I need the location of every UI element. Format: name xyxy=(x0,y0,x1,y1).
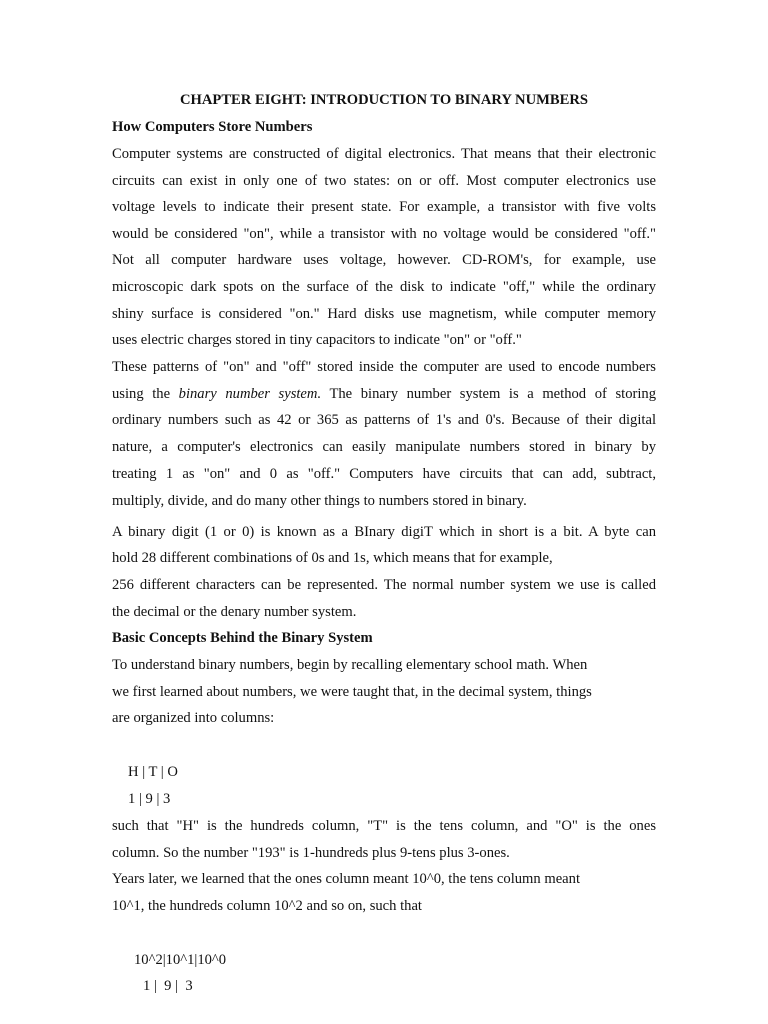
section-heading-basic-concepts: Basic Concepts Behind the Binary System xyxy=(112,630,373,646)
table-row: 10^2|10^1|10^0 xyxy=(134,952,227,968)
text-line: ordinary numbers such as 42 or 365 as patterns of 1's and 0's. Because of their digital xyxy=(112,412,656,428)
text-line: Computer systems are constructed of digital electronics. That means that their electronic xyxy=(112,146,656,162)
text-line: 10^1, the hundreds column 10^2 and so on, such that xyxy=(112,898,422,914)
text-line: treating 1 as "on" and 0 as "off." Computers have circuits that can add, subtract, xyxy=(112,466,656,482)
text-line: A binary digit (1 or 0) is known as a BInary digiT which in short is a bit. A byte can xyxy=(112,524,656,540)
text-line: would be considered "on", while a transistor with no voltage would be considered "off." xyxy=(112,226,656,242)
text-line: the decimal or the denary number system. xyxy=(112,604,357,620)
section-heading-how-computers-store-numbers: How Computers Store Numbers xyxy=(112,119,313,135)
text-line: multiply, divide, and do many other things to numbers stored in binary. xyxy=(112,493,527,509)
chapter-title: CHAPTER EIGHT: INTRODUCTION TO BINARY NUMBERS xyxy=(179,92,589,108)
table-row: 1 | 9 | 3 xyxy=(128,791,171,807)
text-line: such that "H" is the hundreds column, "T" is the tens column, and "O" is the ones xyxy=(112,818,656,834)
text-line: These patterns of "on" and "off" stored inside the computer are used to encode numbers xyxy=(112,359,656,375)
text-span: The binary number system is a method of storing xyxy=(321,386,656,402)
text-span: using the xyxy=(112,386,179,402)
text-line: Years later, we learned that the ones column meant 10^0, the tens column meant xyxy=(112,871,580,887)
text-line: we first learned about numbers, we were taught that, in the decimal system, things xyxy=(112,684,592,700)
text-line: microscopic dark spots on the surface of the disk to indicate "off," while the ordinary xyxy=(112,279,656,295)
text-line: 256 different characters can be represented. The normal number system we use is called xyxy=(112,577,656,593)
text-line: column. So the number "193" is 1-hundreds plus 9-tens plus 3-ones. xyxy=(112,845,510,861)
table-row: 1 | 9 | 3 xyxy=(143,978,193,994)
emphasis-binary-number-system: binary number system. xyxy=(178,386,322,402)
text-line xyxy=(112,385,656,403)
text-line: To understand binary numbers, begin by recalling elementary school math. When xyxy=(112,657,588,673)
text-line: Not all computer hardware uses voltage, however. CD-ROM's, for example, use xyxy=(112,252,656,268)
text-line: shiny surface is considered "on." Hard disks use magnetism, while computer memory xyxy=(112,306,656,322)
text-line: circuits can exist in only one of two states: on or off. Most computer electronics use xyxy=(112,173,656,189)
table-row: H | T | O xyxy=(128,764,178,780)
text-line: are organized into columns: xyxy=(112,710,275,726)
text-line: hold 28 different combinations of 0s and 1s, which means that for example, xyxy=(112,550,553,566)
text-line: uses electric charges stored in tiny capacitors to indicate "on" or "off." xyxy=(112,332,522,348)
document-page xyxy=(112,0,656,1024)
text-line: voltage levels to indicate their present state. For example, a transistor with five volts xyxy=(112,199,656,215)
text-line: nature, a computer's electronics can easily manipulate numbers stored in binary by xyxy=(112,439,656,455)
